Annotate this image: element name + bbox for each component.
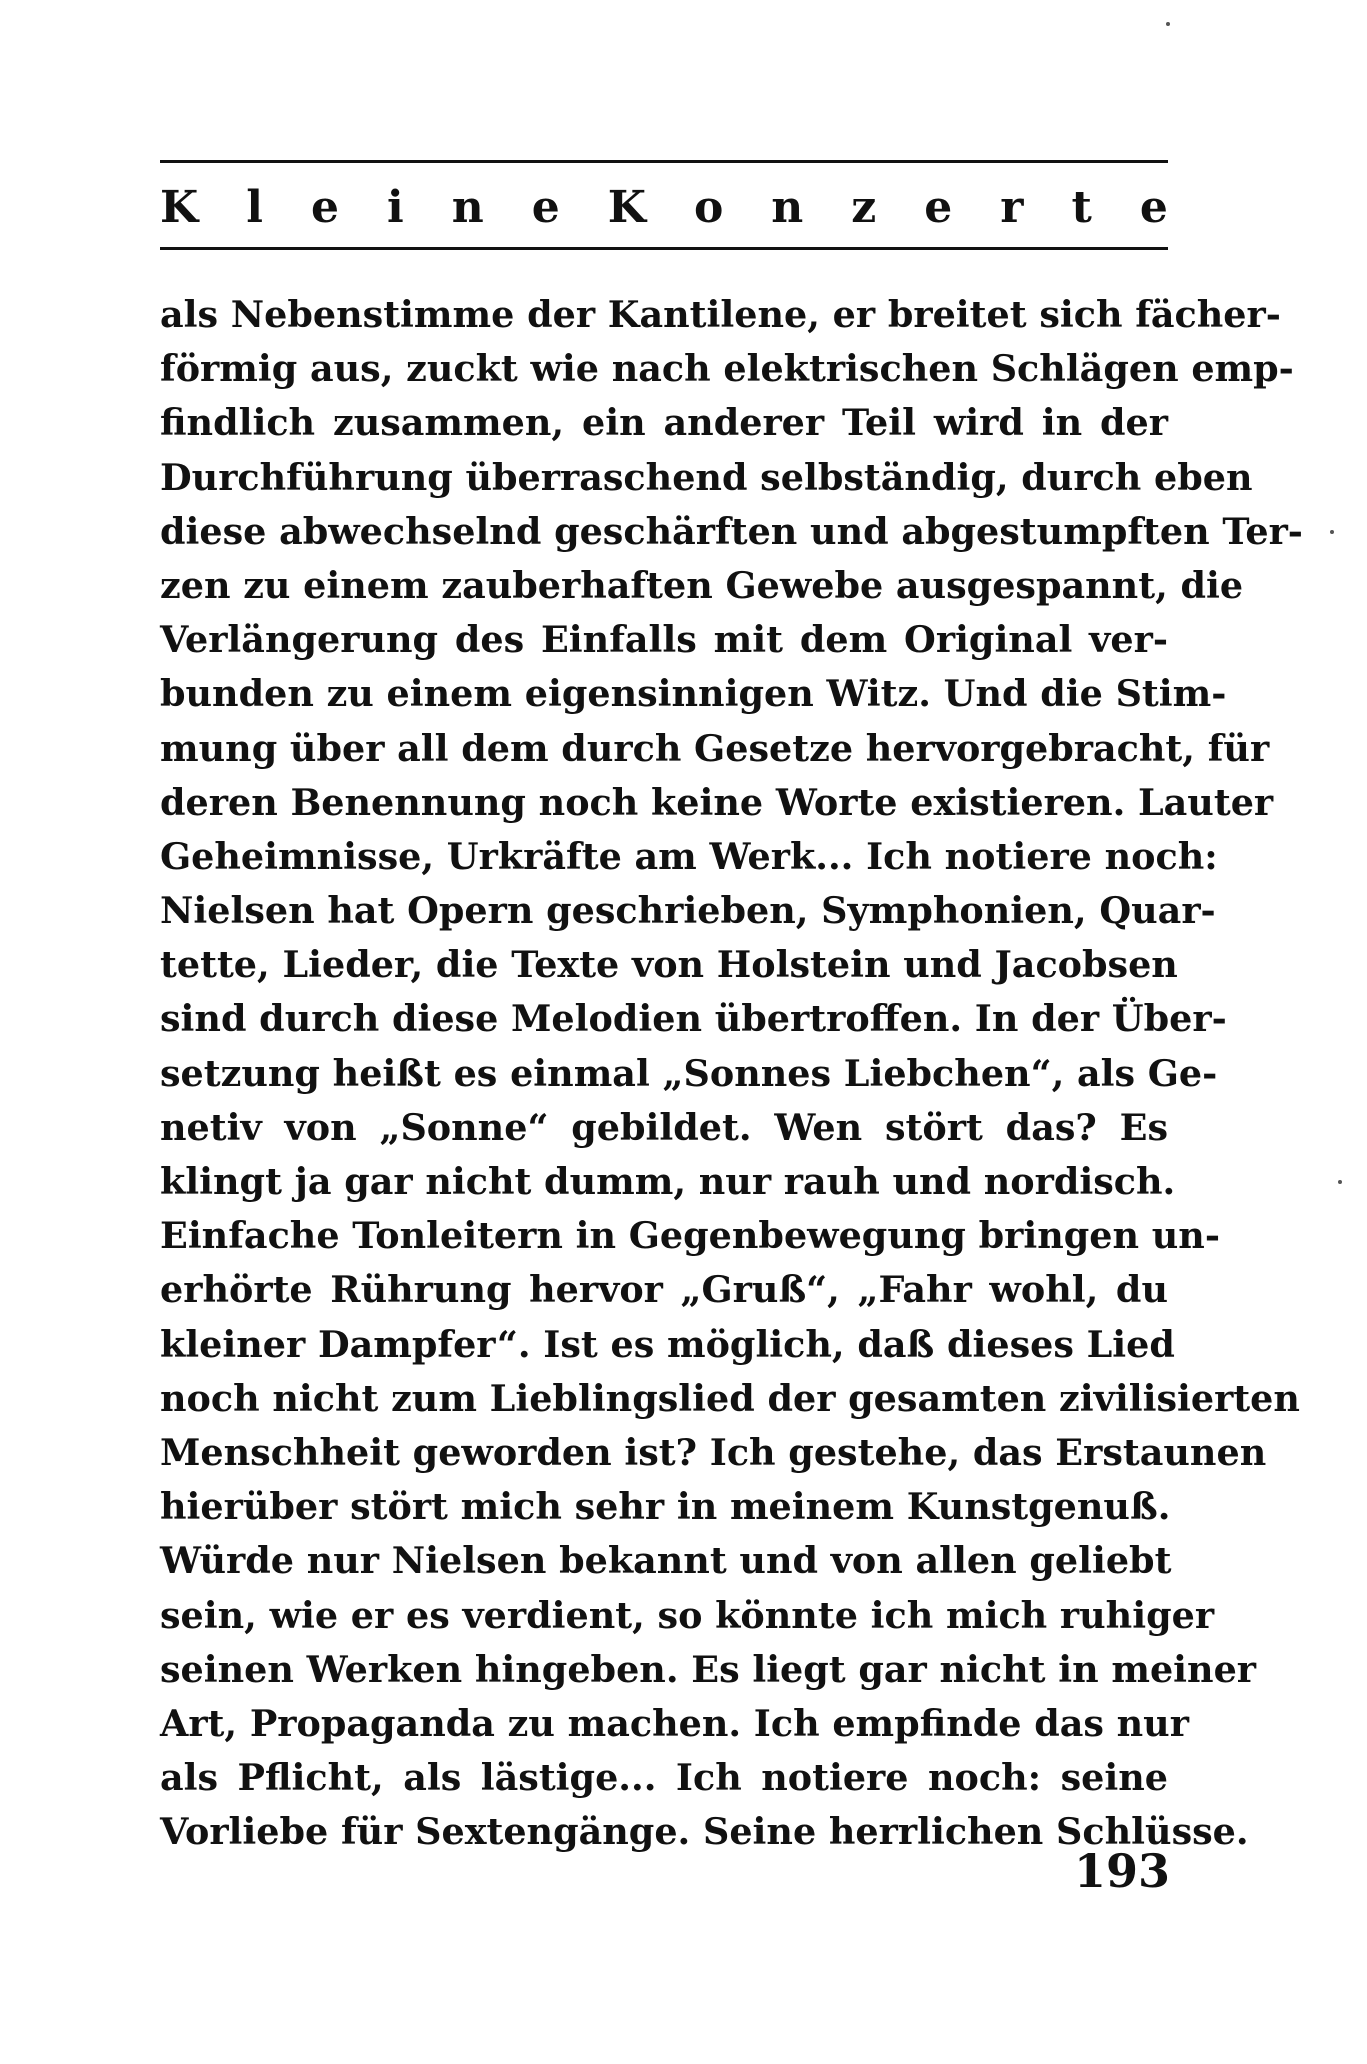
running-head-letter: e: [924, 182, 953, 233]
scan-speck: [1330, 530, 1334, 534]
running-head-letter: l: [246, 182, 263, 233]
running-head-letter: K: [607, 182, 646, 233]
running-head-letter: n: [451, 182, 484, 233]
text-line: zen zu einem zauberhaften Gewebe ausgespannt, die: [160, 563, 1244, 607]
running-head-letter: K: [160, 182, 199, 233]
running-head-letter: z: [851, 182, 877, 233]
text-line: Würde nur Nielsen bekannt und von allen geliebt: [160, 1539, 1172, 1583]
text-line: findlich zusammen, ein anderer Teil wird in der: [160, 401, 1168, 445]
text-line: deren Benennung noch keine Worte existieren. Lauter: [160, 780, 1274, 824]
text-line: noch nicht zum Lieblingslied der gesamten zivilisierten: [160, 1376, 1300, 1420]
running-head: [160, 178, 1168, 238]
text-line: tette, Lieder, die Texte von Holstein und Jacobsen: [160, 943, 1178, 987]
scan-speck: [1338, 1180, 1342, 1184]
text-line: Durchführung überraschend selbständig, durch eben: [160, 455, 1253, 499]
text-line: klingt ja gar nicht dumm, nur rauh und nordisch.: [160, 1160, 1176, 1203]
text-line: Nielsen hat Opern geschrieben, Symphonien, Quar-: [160, 889, 1216, 933]
running-head-letter: o: [693, 182, 724, 233]
running-head-letter: e: [531, 182, 560, 233]
text-line: bunden zu einem eigensinnigen Witz. Und die Stim-: [160, 672, 1227, 716]
text-line: als Pflicht, als lästige... Ich notiere noch: seine: [160, 1756, 1168, 1800]
text-line: kleiner Dampfer“. Ist es möglich, daß dieses Lied: [160, 1322, 1175, 1366]
text-line: hierüber stört mich sehr in meinem Kunstgenuß.: [160, 1485, 1171, 1529]
text-line: Einfache Tonleitern in Gegenbewegung bringen un-: [160, 1214, 1220, 1258]
running-head-letter: e: [1139, 182, 1168, 233]
running-head-letter: t: [1071, 182, 1092, 233]
text-line: Art, Propaganda zu machen. Ich empfinde das nur: [160, 1701, 1189, 1745]
running-head-letter: e: [310, 182, 339, 233]
text-line: netiv von „Sonne“ gebildet. Wen stört das? Es: [160, 1105, 1168, 1149]
text-line: erhörte Rührung hervor „Gruß“, „Fahr wohl, du: [160, 1268, 1168, 1312]
text-line: Verlängerung des Einfalls mit dem Original ver-: [160, 618, 1168, 662]
text-line: diese abwechselnd geschärften und abgestumpften Ter-: [160, 509, 1303, 553]
header-rule-bottom: [160, 247, 1168, 250]
text-line: sein, wie er es verdient, so könnte ich mich ruhiger: [160, 1593, 1215, 1637]
text-line: Menschheit geworden ist? Ich gestehe, das Erstaunen: [160, 1430, 1267, 1474]
header-rule-top: [160, 160, 1168, 163]
body-text: [160, 288, 1303, 1859]
running-head-letter: r: [1000, 182, 1024, 233]
running-head-letter: n: [771, 182, 804, 233]
text-line: mung über all dem durch Gesetze hervorgebracht, für: [160, 726, 1270, 770]
page-number: 193: [1073, 1844, 1170, 1898]
text-line: als Nebenstimme der Kantilene, er breitet sich fächer-: [160, 293, 1281, 336]
text-line: sind durch diese Melodien übertroffen. In der Über-: [160, 997, 1227, 1041]
scan-speck: [1166, 22, 1170, 26]
text-line: Vorliebe für Sextengänge. Seine herrlichen Schlüsse.: [160, 1810, 1249, 1854]
text-line: seinen Werken hingeben. Es liegt gar nicht in meiner: [160, 1647, 1257, 1691]
text-line: setzung heißt es einmal „Sonnes Liebchen“, als Ge-: [160, 1051, 1218, 1095]
running-head-letter: i: [386, 182, 404, 233]
text-line: förmig aus, zuckt wie nach elektrischen Schlägen emp-: [160, 347, 1294, 391]
text-line: Geheimnisse, Urkräfte am Werk... Ich notiere noch:: [160, 834, 1218, 878]
